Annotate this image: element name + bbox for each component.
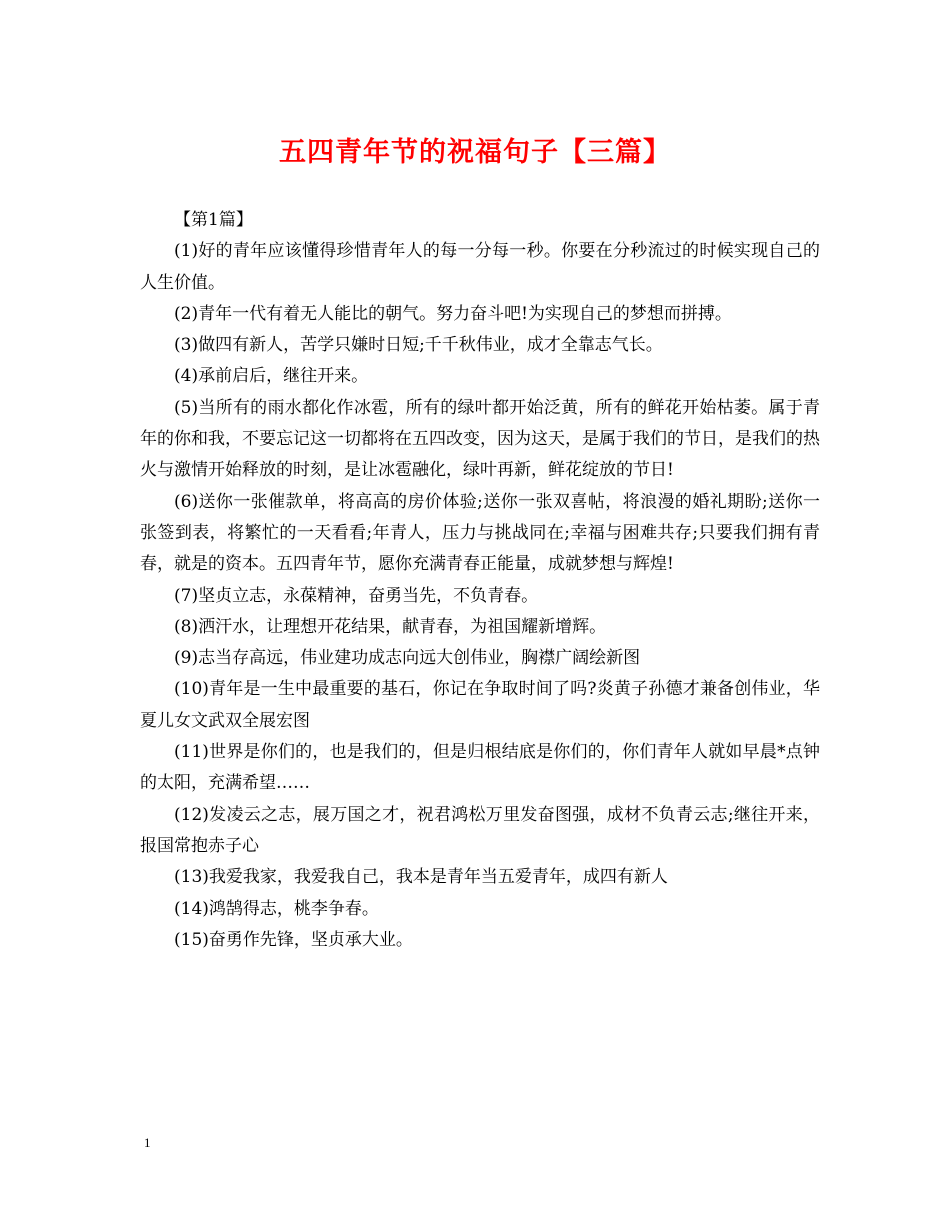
paragraph-9: (9)志当存高远，伟业建功成志向远大创伟业，胸襟广阔绘新图 — [174, 648, 641, 669]
paragraph-5: (5)当所有的雨水都化作冰雹，所有的绿叶都开始泛黄，所有的鲜花开始枯萎。属于青年的你和我，不要忘记这一切都将在五四改变，因为这天，是属于我们的节日，是我们的热火与激情开始释放的时刻，是让冰雹融化，绿叶再新，鲜花绽放的节日! — [140, 397, 820, 481]
document-title: 五四青年节的祝福句子【三篇】 — [279, 137, 671, 168]
paragraph-15: (15)奋勇作先锋，坚贞承大业。 — [174, 929, 413, 950]
document-body — [140, 205, 820, 956]
paragraph-6: (6)送你一张催款单，将高高的房价体验;送你一张双喜帖，将浪漫的婚礼期盼;送你一张签到表，将繁忙的一天看看;年青人，压力与挑战同在;幸福与困难共存;只要我们拥有青春，就是的资本。五四青年节，愿你充满青春正能量，成就梦想与辉煌! — [140, 491, 820, 575]
section-heading: 【第1篇】 — [174, 210, 253, 230]
paragraph-10: (10)青年是一生中最重要的基石，你记在争取时间了吗?炎黄子孙德才兼备创伟业，华夏儿女文武双全展宏图 — [140, 679, 820, 731]
paragraph-13: (13)我爱我家，我爱我自己，我本是青年当五爱青年，成四有新人 — [174, 867, 668, 888]
paragraph-7: (7)坚贞立志，永葆精神，奋勇当先，不负青春。 — [174, 585, 539, 606]
paragraph-11: (11)世界是你们的，也是我们的，但是归根结底是你们的，你们青年人就如早晨*点钟的太阳，充满希望…… — [140, 742, 820, 794]
paragraph-3: (3)做四有新人，苦学只嫌时日短;千千秋伟业，成才全靠志气长。 — [174, 335, 663, 356]
paragraph-1: (1)好的青年应该懂得珍惜青年人的每一分每一秒。你要在分秒流过的时候实现自己的人生价值。 — [140, 241, 820, 293]
paragraph-12: (12)发凌云之志，展万国之才，祝君鸿松万里发奋图强，成材不负青云志;继往开来，报国常抱赤子心 — [140, 804, 820, 856]
paragraph-2: (2)青年一代有着无人能比的朝气。努力奋斗吧!为实现自己的梦想而拼搏。 — [174, 303, 732, 324]
paragraph-4: (4)承前启后，继往开来。 — [174, 366, 369, 387]
paragraph-14: (14)鸿鹄得志，桃李争春。 — [174, 898, 379, 919]
page-number: 1 — [144, 1135, 151, 1150]
paragraph-8: (8)洒汗水，让理想开花结果，献青春，为祖国耀新增辉。 — [174, 616, 607, 637]
